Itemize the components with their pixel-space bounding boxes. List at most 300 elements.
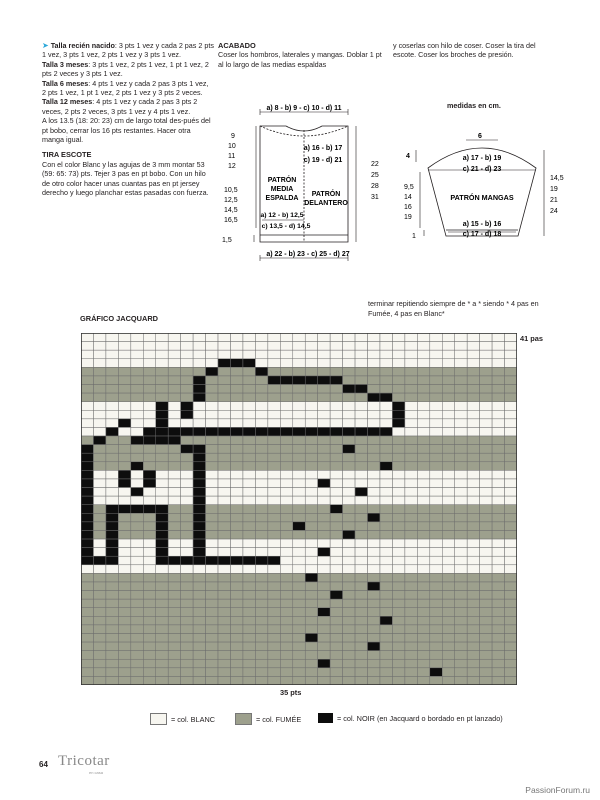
grid-cell: [392, 556, 404, 565]
grid-cell: [417, 376, 429, 385]
grid-cell: [430, 479, 442, 488]
grid-cell: [293, 556, 305, 565]
grid-cell: [417, 367, 429, 376]
grid-cell: [392, 385, 404, 394]
grid-cell: [430, 651, 442, 660]
grid-cell: [455, 539, 467, 548]
grid-cell: [280, 367, 292, 376]
grid-cell: [156, 453, 168, 462]
grid-cell: [206, 419, 218, 428]
grid-cell: [243, 410, 255, 419]
grid-cell: [181, 522, 193, 531]
grid-cell: [480, 427, 492, 436]
grid-cell: [156, 333, 168, 342]
grid-cell: [118, 453, 130, 462]
grid-cell: [218, 333, 230, 342]
grid-cell: [143, 642, 155, 651]
grid-cell: [430, 676, 442, 685]
grid-cell: [467, 548, 479, 557]
grid-cell: [392, 642, 404, 651]
grid-cell: [355, 513, 367, 522]
grid-cell: [368, 582, 380, 591]
grid-cell: [318, 633, 330, 642]
grid-cell: [430, 359, 442, 368]
grid-cell: [380, 513, 392, 522]
grid-cell: [417, 385, 429, 394]
grid-cell: [143, 445, 155, 454]
grid-cell: [442, 522, 454, 531]
grid-cell: [168, 410, 180, 419]
grid-cell: [181, 565, 193, 574]
middle-text-column: [218, 41, 388, 69]
grid-cell: [193, 470, 205, 479]
grid-cell: [343, 530, 355, 539]
grid-cell: [330, 556, 342, 565]
grid-cell: [355, 573, 367, 582]
grid-cell: [218, 573, 230, 582]
grid-cell: [131, 376, 143, 385]
grid-cell: [268, 453, 280, 462]
grid-cell: [255, 530, 267, 539]
grid-cell: [417, 625, 429, 634]
size-text: : 4 pts 1 vez y cada 2 pas 3 pts 2 veces, 2 pts 2 veces, 3 pts 1 vez y 4 pts 1 vez.: [42, 97, 198, 116]
grid-cell: [268, 488, 280, 497]
grid-cell: [243, 608, 255, 617]
grid-cell: [230, 479, 242, 488]
grid-cell: [368, 496, 380, 505]
grid-cell: [206, 488, 218, 497]
grid-cell: [193, 548, 205, 557]
grid-cell: [106, 350, 118, 359]
grid-cell: [81, 539, 93, 548]
grid-cell: [243, 642, 255, 651]
grid-cell: [156, 625, 168, 634]
grid-cell: [255, 453, 267, 462]
grid-cell: [218, 659, 230, 668]
grid-cell: [392, 453, 404, 462]
grid-cell: [168, 556, 180, 565]
legend-label: = col. NOIR (en Jacquard o bordado en pt lanzado): [337, 713, 503, 723]
grid-cell: [368, 342, 380, 351]
grid-cell: [455, 633, 467, 642]
grid-cell: [255, 651, 267, 660]
grid-cell: [168, 419, 180, 428]
grid-cell: [230, 556, 242, 565]
grid-cell: [81, 496, 93, 505]
grid-cell: [131, 470, 143, 479]
grid-cell: [343, 410, 355, 419]
grid-cell: [392, 505, 404, 514]
grid-cell: [455, 488, 467, 497]
grid-cell: [280, 427, 292, 436]
grid-cell: [181, 445, 193, 454]
grid-cell: [330, 642, 342, 651]
grid-cell: [131, 385, 143, 394]
grid-cell: [81, 608, 93, 617]
grid-cell: [330, 488, 342, 497]
grid-cell: [168, 385, 180, 394]
grid-cell: [405, 419, 417, 428]
grid-cell: [181, 573, 193, 582]
grid-cell: [181, 556, 193, 565]
grid-cell: [442, 496, 454, 505]
grid-cell: [318, 385, 330, 394]
body-neck-depth: a) 16 - b) 17: [303, 145, 343, 152]
grid-cell: [318, 676, 330, 685]
grid-cell: [467, 436, 479, 445]
grid-cell: [193, 651, 205, 660]
grid-cell: [118, 462, 130, 471]
grid-cell: [181, 591, 193, 600]
grid-cell: [280, 393, 292, 402]
grid-cell: [118, 676, 130, 685]
grid-cell: [268, 668, 280, 677]
grid-cell: [467, 556, 479, 565]
grid-cell: [243, 496, 255, 505]
grid-cell: [243, 333, 255, 342]
grid-cell: [93, 410, 105, 419]
body-right-label: 25: [371, 172, 379, 179]
grid-cell: [405, 642, 417, 651]
grid-cell: [368, 565, 380, 574]
grid-cell: [93, 350, 105, 359]
grid-cell: [305, 642, 317, 651]
grid-cell: [368, 479, 380, 488]
grid-cell: [330, 608, 342, 617]
grid-cell: [467, 599, 479, 608]
grid-cell: [118, 350, 130, 359]
grid-cell: [455, 565, 467, 574]
grid-cell: [343, 651, 355, 660]
grid-cell: [405, 488, 417, 497]
grid-cell: [93, 385, 105, 394]
grid-cell: [255, 668, 267, 677]
grid-cell: [480, 385, 492, 394]
grid-cell: [243, 633, 255, 642]
grid-cell: [455, 676, 467, 685]
grid-cell: [318, 333, 330, 342]
grid-cell: [280, 496, 292, 505]
grid-cell: [330, 496, 342, 505]
grid-cell: [243, 436, 255, 445]
grid-cell: [156, 393, 168, 402]
grid-cell: [480, 539, 492, 548]
grid-cell: [230, 436, 242, 445]
grid-cell: [455, 436, 467, 445]
grid-cell: [280, 410, 292, 419]
grid-cell: [368, 573, 380, 582]
grid-cell: [305, 496, 317, 505]
grid-cell: [293, 496, 305, 505]
grid-cell: [93, 651, 105, 660]
grid-cell: [131, 445, 143, 454]
noir-swatch: [318, 713, 333, 723]
grid-cell: [480, 599, 492, 608]
grid-cell: [193, 453, 205, 462]
grid-cell: [505, 333, 517, 342]
grid-cell: [280, 505, 292, 514]
grid-cell: [81, 676, 93, 685]
grid-cell: [168, 616, 180, 625]
grid-cell: [343, 582, 355, 591]
grid-cell: [206, 608, 218, 617]
grid-cell: [405, 496, 417, 505]
grid-cell: [442, 419, 454, 428]
grid-cell: [255, 582, 267, 591]
grid-cell: [118, 548, 130, 557]
grid-cell: [243, 376, 255, 385]
grid-cell: [280, 376, 292, 385]
size-text: : 3 pts 1 vez, 2 pts 1 vez, 1 pt 1 vez, 2 pts 2 veces y 3 pts 1 vez.: [42, 59, 209, 79]
grid-cell: [368, 453, 380, 462]
grid-cell: [417, 522, 429, 531]
grid-cell: [343, 419, 355, 428]
grid-cell: [505, 616, 517, 625]
grid-cell: [268, 573, 280, 582]
grid-cell: [156, 582, 168, 591]
body-inner-2: c) 13,5 - d) 14,5: [261, 223, 311, 230]
grid-cell: [480, 513, 492, 522]
grid-cell: [305, 453, 317, 462]
grid-cell: [143, 505, 155, 514]
grid-cell: [230, 427, 242, 436]
grid-cell: [280, 591, 292, 600]
grid-cell: [343, 573, 355, 582]
grid-cell: [480, 393, 492, 402]
grid-cell: [118, 359, 130, 368]
grid-cell: [343, 402, 355, 411]
grid-cell: [255, 633, 267, 642]
grid-cell: [405, 470, 417, 479]
grid-cell: [181, 367, 193, 376]
grid-cell: [118, 333, 130, 342]
grid-cell: [455, 427, 467, 436]
grid-cell: [168, 642, 180, 651]
grid-cell: [118, 651, 130, 660]
grid-cell: [218, 599, 230, 608]
grid-cell: [492, 419, 504, 428]
grid-cell: [81, 445, 93, 454]
grid-cell: [181, 625, 193, 634]
grid-cell: [131, 333, 143, 342]
grid-cell: [93, 659, 105, 668]
grid-cell: [318, 410, 330, 419]
grid-cell: [280, 608, 292, 617]
grid-cell: [255, 359, 267, 368]
grid-cell: [81, 642, 93, 651]
grid-cell: [93, 488, 105, 497]
grid-cell: [505, 625, 517, 634]
grid-cell: [131, 582, 143, 591]
grid-cell: [430, 608, 442, 617]
grid-cell: [442, 651, 454, 660]
grid-cell: [81, 573, 93, 582]
grid-cell: [492, 359, 504, 368]
grid-cell: [268, 367, 280, 376]
grid-cell: [368, 445, 380, 454]
grid-cell: [118, 496, 130, 505]
grid-cell: [330, 333, 342, 342]
grid-cell: [268, 522, 280, 531]
grid-cell: [193, 565, 205, 574]
grid-cell: [305, 410, 317, 419]
grid-cell: [230, 342, 242, 351]
grid-cell: [492, 625, 504, 634]
grid-cell: [106, 530, 118, 539]
grid-cell: [206, 539, 218, 548]
grid-cell: [243, 565, 255, 574]
grid-cell: [206, 505, 218, 514]
grid-cell: [305, 573, 317, 582]
grid-cell: [218, 616, 230, 625]
grid-cell: [168, 333, 180, 342]
grid-cell: [355, 385, 367, 394]
grid-cell: [405, 616, 417, 625]
grid-cell: [442, 642, 454, 651]
grid-cell: [268, 470, 280, 479]
grid-cell: [392, 393, 404, 402]
grid-cell: [392, 402, 404, 411]
grid-cell: [318, 625, 330, 634]
grid-cell: [193, 376, 205, 385]
grid-cell: [368, 659, 380, 668]
grid-cell: [106, 410, 118, 419]
grid-cell: [143, 342, 155, 351]
grid-cell: [131, 419, 143, 428]
grid-cell: [417, 616, 429, 625]
grid-cell: [318, 436, 330, 445]
grid-cell: [305, 445, 317, 454]
grid-cell: [355, 608, 367, 617]
grid-cell: [193, 513, 205, 522]
grid-cell: [455, 479, 467, 488]
grid-cell: [305, 565, 317, 574]
sleeve-left-label: 14: [404, 194, 412, 201]
grid-cell: [343, 385, 355, 394]
grid-cell: [480, 625, 492, 634]
grid-cell: [380, 522, 392, 531]
grid-cell: [417, 565, 429, 574]
grid-cell: [505, 376, 517, 385]
grid-cell: [405, 350, 417, 359]
grid-cell: [280, 582, 292, 591]
grid-cell: [505, 591, 517, 600]
grid-cell: [193, 393, 205, 402]
grid-cell: [206, 651, 218, 660]
grid-cell: [467, 410, 479, 419]
grid-cell: [131, 359, 143, 368]
grid-cell: [156, 479, 168, 488]
grid-cell: [118, 573, 130, 582]
body-top-width: a) 8 - b) 9 - c) 10 - d) 11: [266, 105, 342, 112]
grid-cell: [318, 573, 330, 582]
grid-cell: [492, 539, 504, 548]
grid-cell: [93, 625, 105, 634]
grid-cell: [380, 505, 392, 514]
grid-cell: [442, 359, 454, 368]
grid-cell: [330, 402, 342, 411]
grid-cell: [343, 642, 355, 651]
grid-cell: [492, 599, 504, 608]
grid-cell: [430, 427, 442, 436]
grid-cell: [505, 668, 517, 677]
grid-cell: [280, 565, 292, 574]
grid-cell: [492, 488, 504, 497]
grid-cell: [305, 591, 317, 600]
grid-cell: [405, 556, 417, 565]
grid-cell: [293, 410, 305, 419]
grid-cell: [355, 436, 367, 445]
grid-cell: [380, 616, 392, 625]
body-bottom-width: a) 22 - b) 23 - c) 25 - d) 27: [266, 251, 350, 258]
grid-cell: [417, 496, 429, 505]
grid-cell: [343, 599, 355, 608]
grid-cell: [168, 659, 180, 668]
grid-cell: [193, 436, 205, 445]
grid-cell: [268, 539, 280, 548]
grid-cell: [93, 608, 105, 617]
grid-cell: [492, 402, 504, 411]
grid-cell: [93, 427, 105, 436]
grid-cell: [81, 333, 93, 342]
grid-cell: [455, 522, 467, 531]
grid-cell: [455, 616, 467, 625]
grid-cell: [243, 659, 255, 668]
grid-cell: [156, 488, 168, 497]
grid-cell: [368, 608, 380, 617]
grid-cell: [106, 676, 118, 685]
grid-cell: [368, 393, 380, 402]
grid-cell: [442, 470, 454, 479]
grid-cell: [255, 445, 267, 454]
grid-cell: [318, 651, 330, 660]
grid-cell: [355, 470, 367, 479]
grid-cell: [106, 479, 118, 488]
grid-cell: [181, 616, 193, 625]
grid-cell: [442, 342, 454, 351]
grid-cell: [143, 410, 155, 419]
grid-cell: [131, 488, 143, 497]
grid-cell: [218, 359, 230, 368]
grid-cell: [255, 565, 267, 574]
grid-cell: [230, 419, 242, 428]
grid-cell: [380, 470, 392, 479]
grid-cell: [405, 659, 417, 668]
cols-label: 35 pts: [280, 688, 302, 697]
grid-cell: [93, 642, 105, 651]
grid-cell: [392, 350, 404, 359]
grid-cell: [405, 565, 417, 574]
grid-cell: [255, 367, 267, 376]
grid-cell: [93, 573, 105, 582]
grid-cell: [206, 573, 218, 582]
grid-cell: [143, 633, 155, 642]
grid-cell: [355, 633, 367, 642]
grid-cell: [106, 393, 118, 402]
grid-cell: [268, 333, 280, 342]
grid-cell: [505, 350, 517, 359]
grid-cell: [81, 651, 93, 660]
grid-cell: [442, 462, 454, 471]
grid-cell: [168, 608, 180, 617]
grid-cell: [430, 548, 442, 557]
grid-cell: [455, 591, 467, 600]
grid-cell: [355, 616, 367, 625]
grid-cell: [330, 633, 342, 642]
right-text-column: [393, 41, 543, 60]
grid-cell: [430, 573, 442, 582]
grid-cell: [255, 556, 267, 565]
